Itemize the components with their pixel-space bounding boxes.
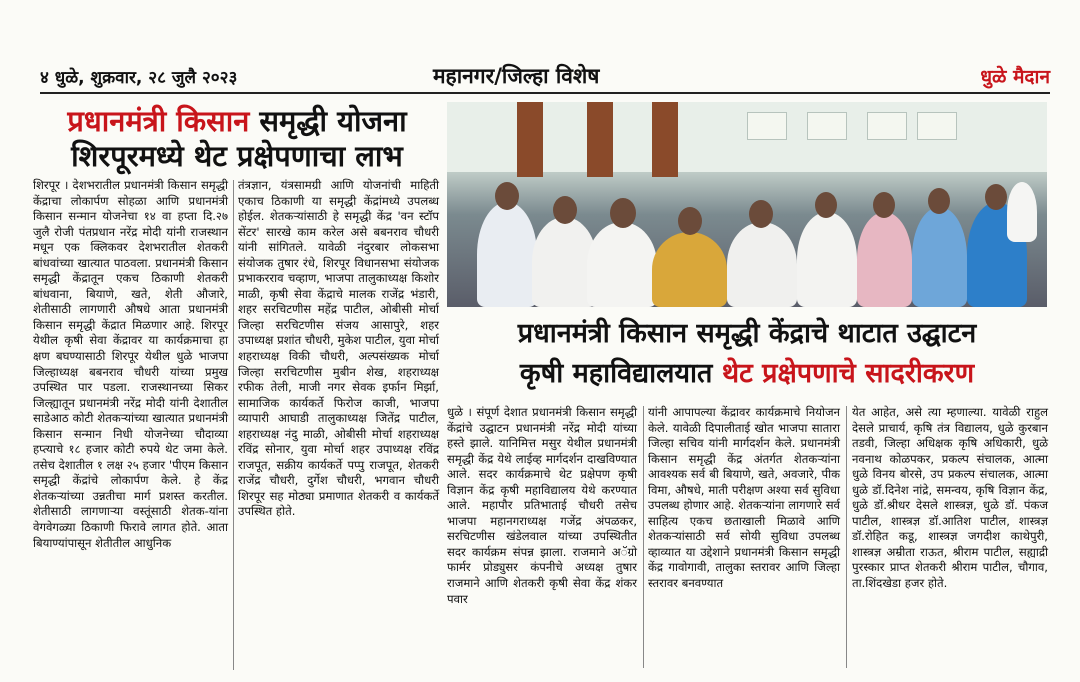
article1-text-1: शिरपूर । देशभरातील प्रधानमंत्री किसान समृद्धी केंद्राचा लोकार्पण सोहळा आणि प्रधानमंत्री किसान सन्मान योजनेचा १४ वा हप्ता दि.२७ जुलै रोजी पंतप्रधान नरेंद्र मोदी यांनी राजस्थान मधून एक क्लिकवर देशभरातील शेतकरी बांधवांच्या खात्यात पाठवला. प्रधानमंत्री किसान समृद्धी केंद्रातून एकच ठिकाणी शेतकरी बांधवाना, बियाणे, खते, शेती औजारे, शेतीसाठी लागणारी औषधे आता प्रधानमंत्री किसान समृद्धी केंद्रात मिळणार आहे. शिरपूर येथील कृषी सेवा केंद्रावर या कार्यक्रमाचा हा क्षण बघण्यासाठी शिरपूर येथील धुळे भाजपा जिल्हाध्यक्ष बबनराव चौधरी यांच्या प्रमुख उपस्थित पार पडला. राजस्थानच्या सिकर जिल्ह्यातून प्रधानमंत्री नरेंद्र मोदी यांनी देशातील साडेआठ कोटी शेतकऱ्यांच्या खात्यात प्रधानमंत्री किसान सन्मान निधी योजनेच्या चौदाव्या हप्त्याचे १८ हजार कोटी रुपये थेट जमा केले. तसेच देशातील १ लक्ष २५ हजार 'पीएम किसान समृद्धी केंद्रांचे लोकार्पण केले. हे केंद्र शेतकऱ्यांच्या उन्नतीचा मार्ग प्रशस्त करतील. शेतीसाठी लागणाऱ्या वस्तूंसाठी शेतक-यांना वेगवेगळ्या ठिकाणी फिरावे लागत होते. आता बियाण्यांपासून शेतीतील आधुनिक (33, 178, 228, 550)
column-divider (643, 406, 644, 668)
article2-column-2 (648, 405, 840, 592)
column-divider (233, 180, 234, 670)
article2-headline-line1: प्रधानमंत्री किसान समृद्धी केंद्राचे थाटात उद्घाटन (517, 318, 977, 349)
article2-headline-red: थेट प्रक्षेपणाचे सादरीकरण (721, 358, 975, 389)
section-title: महानगर/जिल्हा विशेष (433, 64, 600, 88)
article2-column-1 (447, 405, 637, 607)
article2-headline-part2: कृषी महाविद्यालयात (519, 358, 722, 389)
article1-text-2: तंत्रज्ञान, यंत्रसामग्री आणि योजनांची माहिती एकाच ठिकाणी या समृद्धी केंद्रांमध्ये उपलब्ध होईल. शेतकऱ्यांसाठी हे समृद्धी केंद्र 'वन स्टॉप सेंटर' सारखे काम करेल असे बबनराव चौधरी यांनी सांगितले. यावेळी नंदुरबार लोकसभा संयोजक तुषार रंधे, शिरपूर विधानसभा संयोजक प्रभाकरराव चव्हाण, भाजपा तालुकाध्यक्ष किशोर माळी, कृषी सेवा केंद्राचे मालक राजेंद्र भंडारी, शहर सरचिटणीस महेंद्र पाटील, ओबीसी मोर्चा जिल्हा सरचिटणीस संजय आसापुरे, शहर उपाध्यक्ष प्रशांत चौधरी, मुकेश पाटील, युवा मोर्चा शहराध्यक्ष विकी चौधरी, अल्पसंख्यक मोर्चा जिल्हा सरचिटणीस मुबीन शेख, शहराध्यक्ष रफीक तेली, माजी नगर सेवक इर्फान मिर्झा, सामाजिक कार्यकर्ते फिरोज काजी, भाजपा व्यापारी आघाडी तालुकाध्यक्ष जितेंद्र पाटील, शहराध्यक्ष नंदु माळी, ओबीसी मोर्चा शहराध्यक्ष रविंद्र सोनार, युवा मोर्चा शहर उपाध्यक्ष रविंद्र राजपूत, सक्रीय कार्यकर्ते पप्पु राजपूत, शेतकरी राजेंद्र चौधरी, दुर्गेश चौधरी, भगवान चौधरी शिरपूर सह मोठ्या प्रमाणात शेतकरी व कार्यकर्ते उपस्थित होते. (238, 178, 439, 519)
page-date-line: ४ धुळे, शुक्रवार, २८ जुलै २०२३ (40, 68, 238, 88)
article1-headline-part1: समृद्धी योजना (249, 104, 407, 138)
article1-headline-red: प्रधानमंत्री किसान (67, 104, 250, 138)
article2-headline (447, 314, 1047, 394)
article2-text-3: येत आहेत, असे त्या म्हणाल्या. यावेळी राहुल देसले प्राचार्य, कृषि तंत्र विद्यालय, धुळे कुरबान तडवी, जिल्हा अधिक्षक कृषि अधिकारी, धुळे नवनाथ कोळपकर, प्रकल्प संचालक, आत्मा धुळे विनय बोरसे, उप प्रकल्प संचालक, आत्मा धुळे डॉ.दिनेश नांद्रे, समन्वय, कृषि विज्ञान केंद्र, धुळे डॉ.श्रीधर देसले शास्त्रज्ञ, धुळे डॉ. पंकज पाटील, शास्त्रज्ञ डॉ.आतिश पाटील, शास्त्रज्ञ डॉ.रोहित कडू, शास्त्रज्ञ जगदीश काथेपुरी, शास्त्रज्ञ अम्रीता राऊत, श्रीराम पाटील, सह्याद्री पुरस्कार प्राप्त शेतकरी श्रीराम पाटील, चौगाव, ता.शिंदखेडा हजर होते. (852, 405, 1048, 591)
article1-headline-part2: शिरपूरमध्ये थेट प्रक्षेपणाचा लाभ (71, 139, 403, 173)
article2-text-1: धुळे । संपूर्ण देशात प्रधानमंत्री किसान समृद्धी केंद्रांचे उद्घाटन प्रधानमंत्री नरेंद्र मोदी यांच्या हस्ते झाले. यानिमित्त मसुर येथील प्रधानमंत्री समृद्धी केंद्र येथे लाईव्ह मार्गदर्शन दाखविण्यात आले. सदर कार्यक्रमाचे थेट प्रक्षेपण कृषी विज्ञान केंद्र कृषी महाविद्यालय येथे करण्यात आले. महापौर प्रतिभाताई चौधरी तसेच भाजपा महानगराध्यक्ष गजेंद्र अंपळकर, सरचिटणीस खंडेलवाल यांच्या उपस्थितीत सदर कार्यक्रम संपन्न झाला. राजमाने अॅग्रो फार्मर प्रोड्युसर कंपनीचे अध्यक्ष तुषार राजमाने आणि शेतकरी कृषी सेवा केंद्र शंकर पवार (447, 405, 637, 606)
article1-headline (32, 104, 442, 174)
page-header (40, 62, 1050, 94)
article2-text-2: यांनी आपापल्या केंद्रावर कार्यक्रमाचे नियोजन केले. यावेळी दिपालीताई खोत भाजपा सातारा जिल्हा सचिव यांनी मार्गदर्शन केले. प्रधानमंत्री किसान समृद्धी केंद्र अंतर्गत शेतकऱ्यांना आवश्यक सर्व बी बियाणे, खते, अवजारे, पीक विमा, औषधे, माती परीक्षण अश्या सर्व सुविधा उपलब्ध होणार आहे. शेतकऱ्यांना लागणारे सर्व साहित्य एकच छताखाली मिळावे आणि शेतकऱ्यांसाठी सर्व सोयी सुविधा उपलब्ध व्हाव्यात या उद्देशाने प्रधानमंत्री किसान समृद्धी केंद्र गावोगावी, तालुका स्तरावर आणि जिल्हा स्तरावर बनवण्यात (648, 405, 840, 591)
article1-column-1 (33, 178, 228, 551)
newspaper-brand: धुळे मैदान (980, 66, 1050, 88)
event-photo (447, 102, 1047, 307)
article2-headline-line2 (447, 354, 1047, 394)
column-divider (846, 406, 847, 668)
article2-column-3 (852, 405, 1048, 592)
article1-column-2 (238, 178, 439, 520)
